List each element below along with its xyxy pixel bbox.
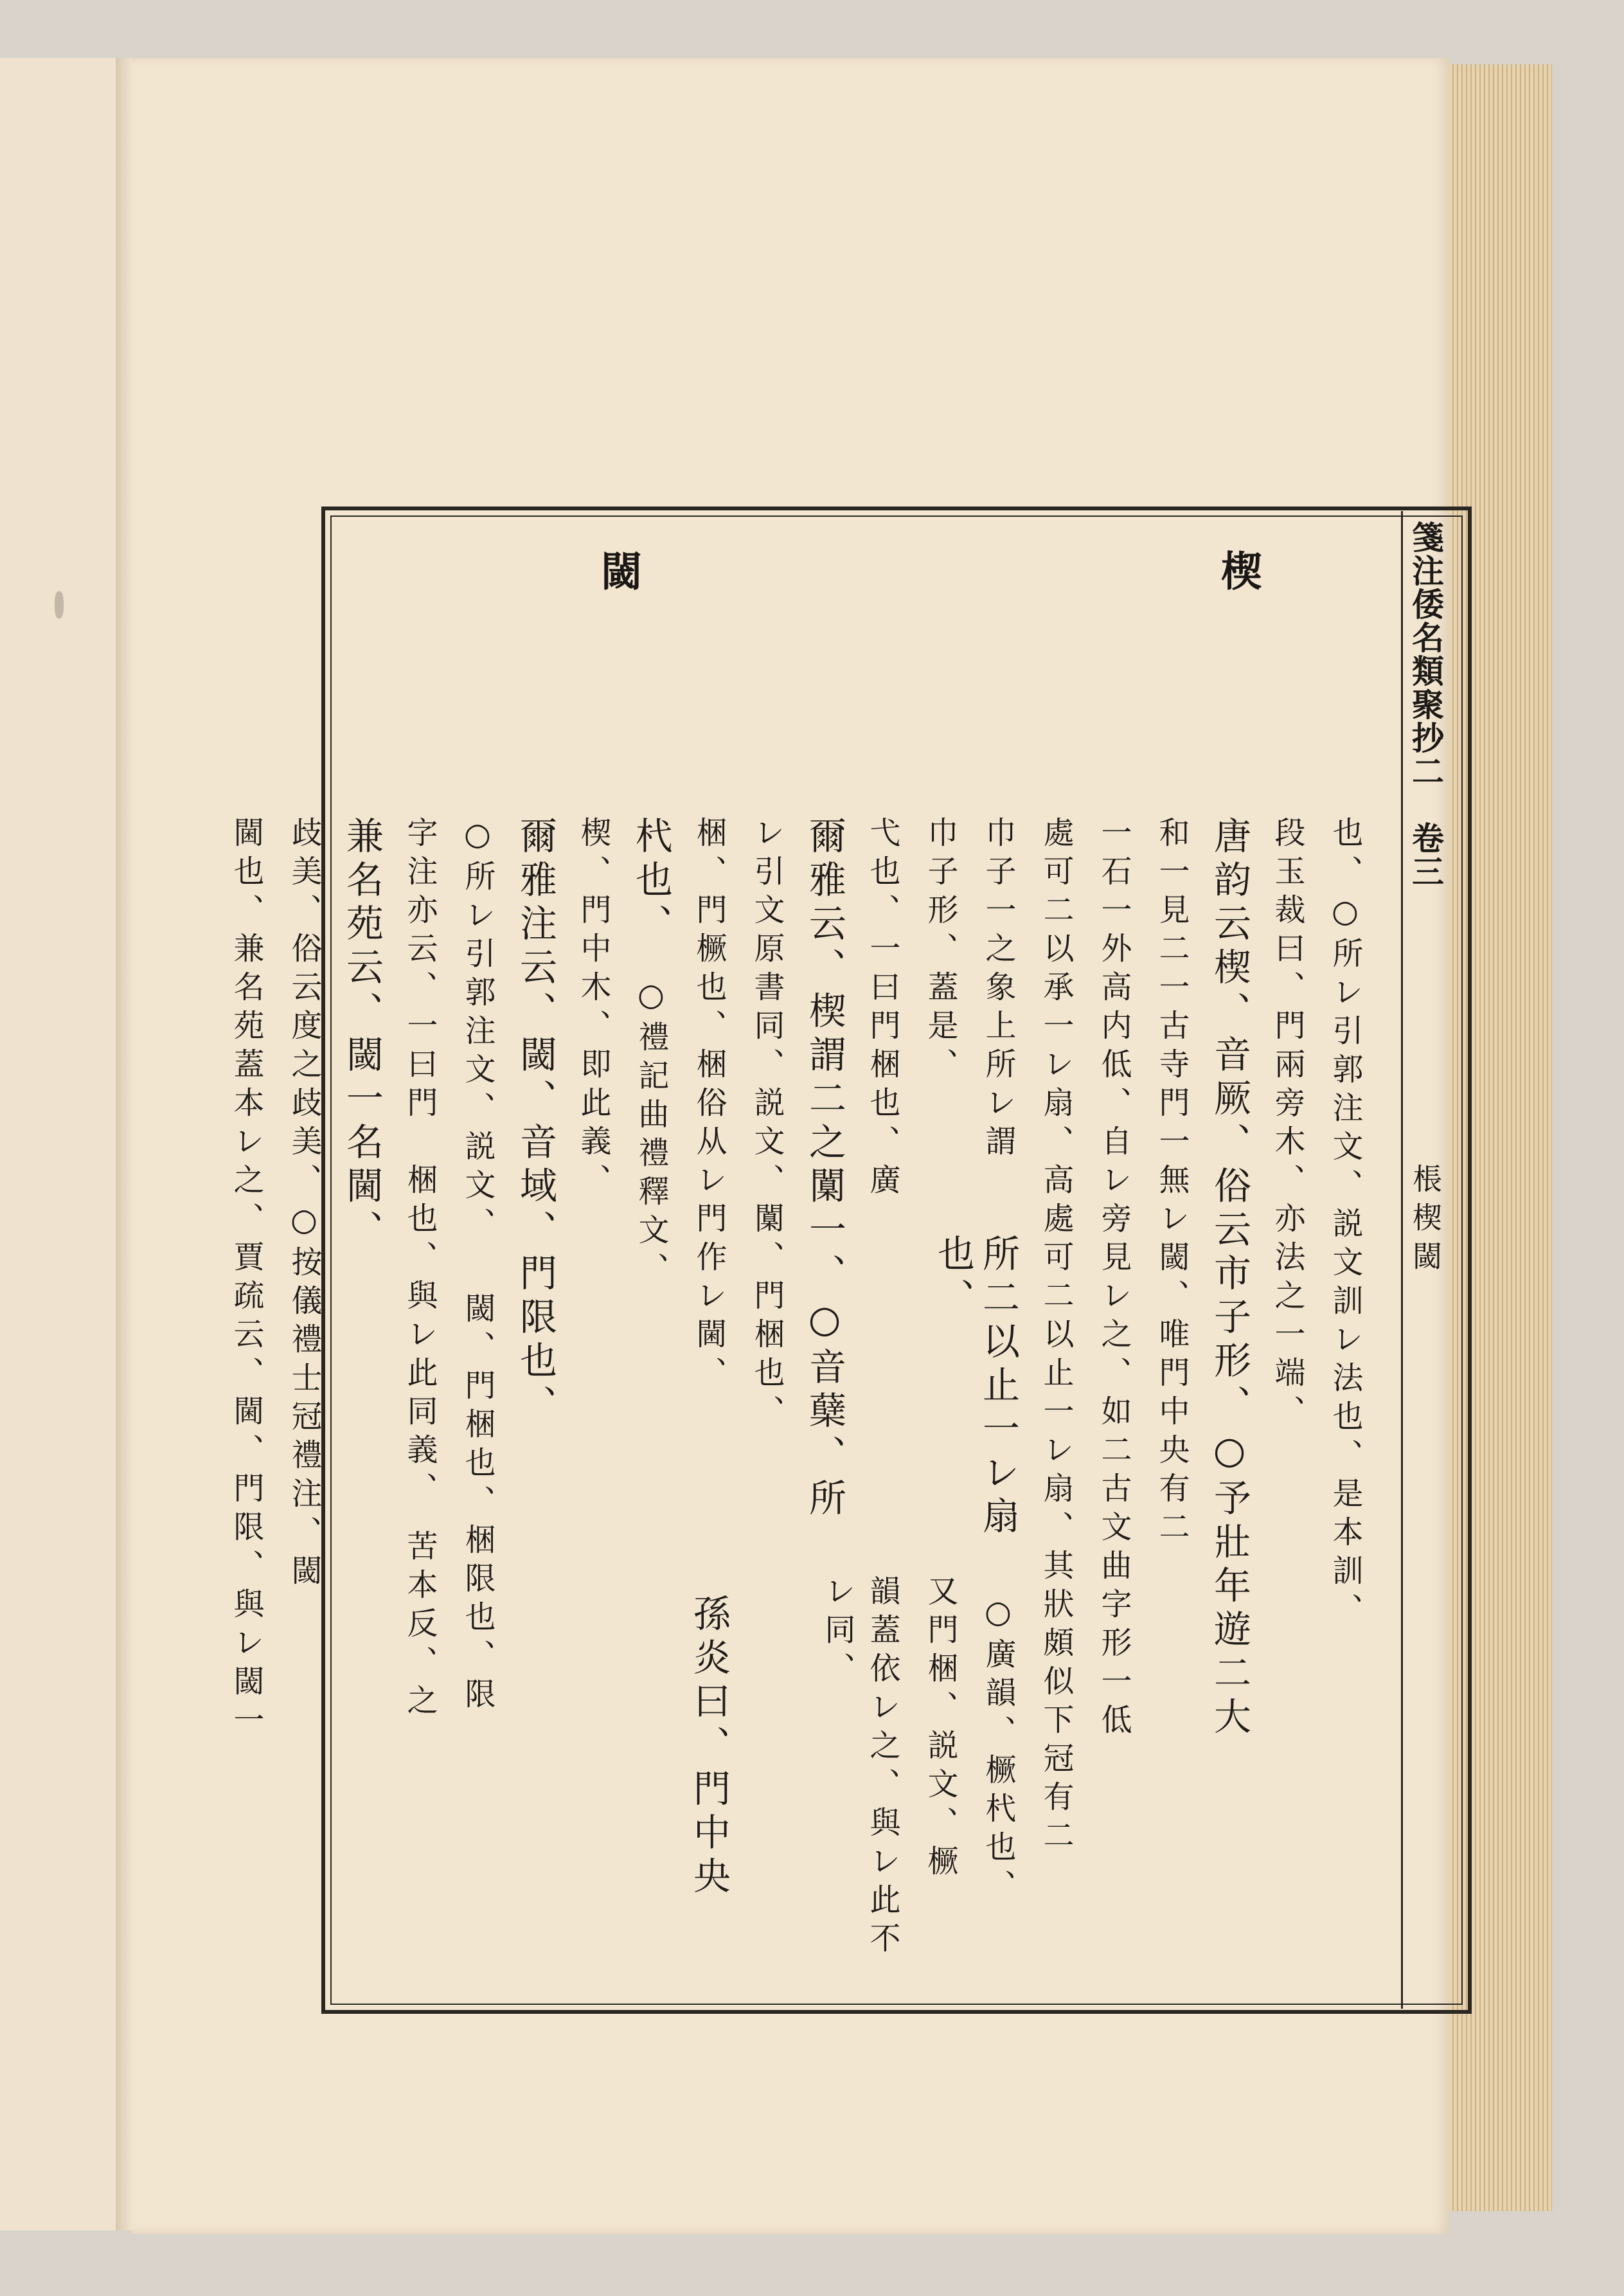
- paper-smudge: [55, 591, 64, 618]
- text-column: 段玉裁曰、門兩旁木、亦法之一端、: [1269, 816, 1305, 1433]
- text-column: 閫也、兼名苑蓋本レ之、賈疏云、閫、門限、與レ閾一: [228, 816, 264, 1742]
- text-column: 孫炎曰、門中央: [687, 1594, 731, 1900]
- text-column: レ引文原書同、説文、闑、門梱也、: [749, 816, 785, 1433]
- text-column: 弋也、一曰門梱也、廣: [864, 816, 900, 1202]
- left-page: [0, 58, 127, 2230]
- text-column: 和一見二一古寺門一無レ閾、唯門中央有二: [1154, 816, 1190, 1549]
- text-column: ○廣韻、橛杙也、: [980, 1594, 1016, 1908]
- text-column: 爾雅云、楔謂二之闑一、○音蘖、所: [803, 816, 846, 1522]
- text-column: 字注亦云、一曰門: [402, 816, 438, 1125]
- text-column: 巾子一之象上所レ謂: [980, 816, 1016, 1163]
- text-column: 也、○所レ引郭注文、説文訓レ法也、是本訓、: [1327, 816, 1363, 1631]
- text-column: 爾雅注云、閾、音域、門限也、: [513, 816, 557, 1428]
- text-column: ○禮記曲禮釋文、: [633, 977, 669, 1291]
- book-gutter: [116, 58, 134, 2230]
- text-column: 唐韵云楔、音厥、俗云市子形、○予壯年遊二大: [1208, 816, 1251, 1741]
- text-column: 所二以止一レ扇也、: [931, 1234, 1020, 1540]
- head-word-1: 楔: [1214, 550, 1262, 591]
- text-column: 苦本反、之: [402, 1530, 438, 1723]
- text-column: 梱、門橛也、梱俗从レ門作レ閫、: [691, 816, 727, 1395]
- text-column: 一石一外高内低、自レ旁見レ之、如二古文曲字形一低: [1096, 816, 1132, 1742]
- text-column: 處可二以承一レ扇、高處可二以止一レ扇、其狀頗似下冠有二: [1038, 816, 1074, 1858]
- running-title: 箋注倭名類聚抄二 卷三: [1407, 521, 1445, 888]
- entry-index: 棖楔閾: [1408, 1163, 1443, 1279]
- text-column: 楔、門中木、即此義、: [575, 816, 611, 1202]
- text-column: 兼名苑云、閾一名閫、: [340, 816, 384, 1253]
- text-column: 梱也、與レ此同義、: [402, 1163, 438, 1511]
- text-column: 歧美、俗云度之歧美、○按儀禮士冠禮注、閾: [286, 816, 322, 1593]
- text-column: 韻蓋依レ之、與レ此不レ同、: [819, 1575, 900, 1960]
- head-word-2: 閾: [594, 550, 642, 591]
- text-column: 杙也、: [629, 816, 673, 947]
- text-column: ○所レ引郭注文、説文、: [460, 816, 495, 1246]
- text-column: 閾、門梱也、梱限也、限: [460, 1292, 495, 1716]
- text-column: 又門梱、説文、橛: [922, 1575, 958, 1883]
- text-column: 巾子形、蓋是、: [922, 816, 958, 1086]
